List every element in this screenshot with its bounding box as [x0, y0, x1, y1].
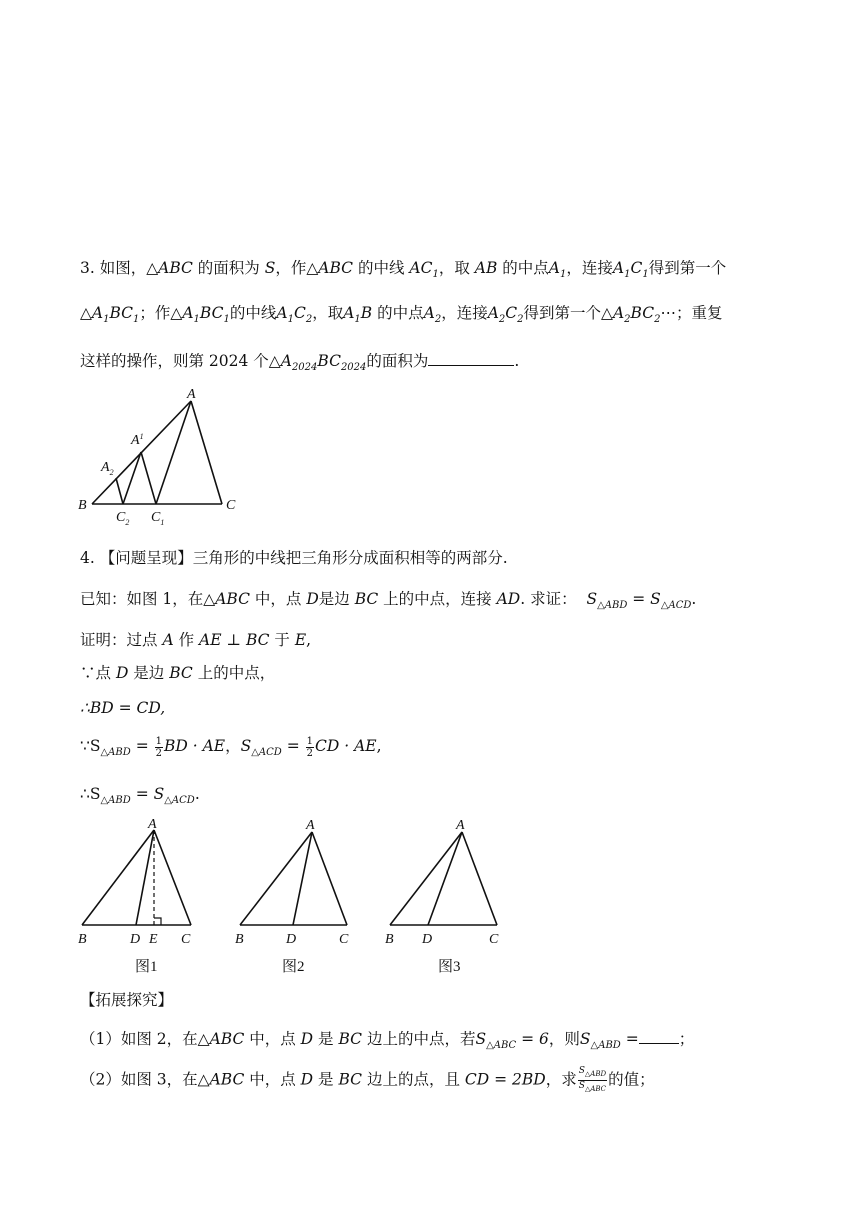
fig1-D: D	[130, 932, 141, 947]
q4-proof-5: $\therefore S_{\triangle ABD} = S_{\triangle ACD}$.	[80, 785, 200, 807]
label-C: C	[226, 498, 236, 513]
ext-part-1: （1）如图 2，在△ABC 中，点 D 是 BC 边上的中点，若$S_{\triangle ABC} = 6$，则$S_{\triangle ABD}$ = ；	[80, 1030, 695, 1052]
fig2-D: D	[286, 932, 297, 947]
answer-blank	[428, 351, 514, 366]
q4-proof-2: ∵点 D 是边 BC 上的中点，	[80, 664, 276, 682]
q3-line-2: $\triangle A_1BC_1$；作$\triangle A_1BC_1$的中线$A_1C_2$，取$A_1B$ 的中点$A_2$，连接$A_2C_2$得到第一个$\triangle A_2BC_2\cdots$；重复	[80, 304, 723, 326]
figure-1	[72, 815, 202, 950]
label-C1: $C_1$	[151, 510, 165, 525]
answer-blank-1	[639, 1029, 679, 1044]
fig3-A: A	[456, 818, 465, 833]
fig3-caption: 图3	[438, 959, 461, 975]
figure-nested-triangles	[70, 385, 250, 525]
fig2-caption: 图2	[282, 959, 305, 975]
q4-title: 4. 【问题呈现】三角形的中线把三角形分成面积相等的两部分.	[80, 549, 508, 567]
fig3-B: B	[385, 932, 394, 947]
label-A1: $A^1$	[131, 432, 144, 448]
fig2-A: A	[306, 818, 315, 833]
ext-title: 【拓展探究】	[80, 991, 174, 1009]
q3-line-3: 这样的操作，则第 2024 个$\triangle A_{2024}BC_{2024}$的面积为 .	[80, 352, 520, 374]
figure-3	[380, 815, 510, 950]
label-C2: $C_2$	[116, 510, 130, 525]
fig1-A: A	[148, 817, 157, 832]
ext-part-2: （2）如图 3，在△ABC 中，点 D 是 BC 边上的点，且 CD = 2BD，求 $\frac{S_{\triangle ABD}}{S_{\triangle ABC}}$ 的值；	[80, 1066, 655, 1093]
figure-2	[230, 815, 360, 950]
fig3-C: C	[489, 932, 499, 947]
q4-proof-4: $\because S_{\triangle ABD}$ = $\frac{1}{2}$ BD · AE，$S_{\triangle ACD}$ = $\frac{1}{2}$ CD · AE,	[80, 735, 382, 759]
q4-known: 已知：如图 1，在△ABC 中，点 D是边 BC 上的中点，连接 AD. 求证： $S_{\triangle ABD} = S_{\triangle ACD}$.	[80, 590, 697, 612]
q4-proof-3: ∴BD = CD,	[80, 699, 166, 717]
fig1-E: E	[149, 932, 158, 947]
label-B: B	[78, 498, 87, 513]
fig3-D: D	[422, 932, 433, 947]
label-A: A	[187, 387, 196, 402]
label-A2: $A_2$	[101, 460, 114, 477]
fig2-B: B	[235, 932, 244, 947]
fig2-C: C	[339, 932, 349, 947]
fig1-C: C	[181, 932, 191, 947]
fig1-caption: 图1	[135, 959, 158, 975]
q4-proof-1: 证明：过点 A 作 AE ⊥ BC 于 E,	[80, 631, 312, 649]
q3-line-1: 3. 如图，△ABC 的面积为 S，作△ABC 的中线 $AC_1$，取 AB 的中点$A_1$，连接$A_1C_1$得到第一个	[80, 259, 727, 281]
fig1-B: B	[78, 932, 87, 947]
